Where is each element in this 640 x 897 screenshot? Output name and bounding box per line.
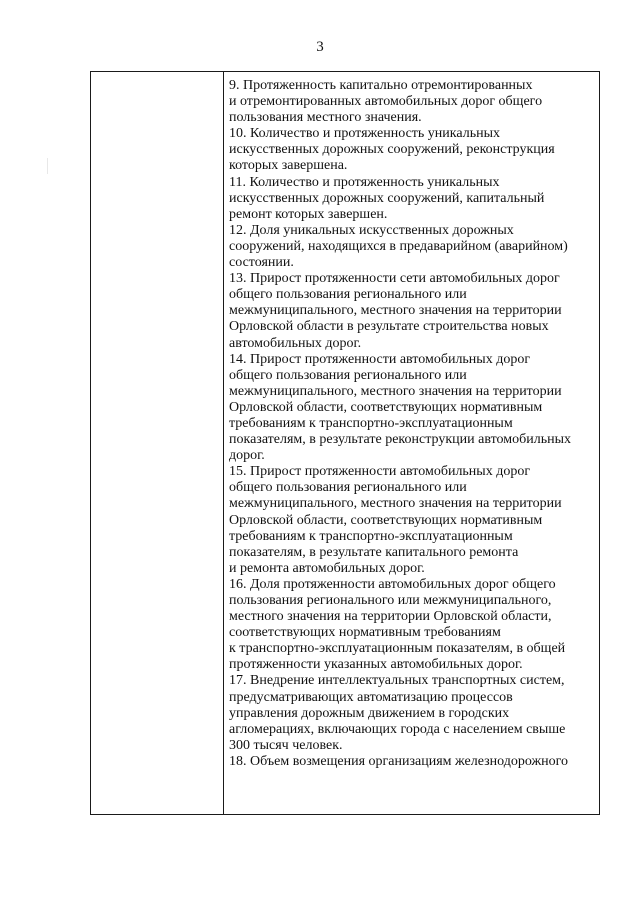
- indicator-text-line: управления дорожным движением в городских: [229, 705, 510, 721]
- indicators-table: [90, 71, 600, 815]
- indicator-text-line: искусственных дорожных сооружений, реконструкция: [229, 142, 555, 158]
- indicator-text-line: 13. Прирост протяженности сети автомобильных дорог: [229, 271, 560, 287]
- indicator-text-line: протяженности указанных автомобильных дорог.: [229, 657, 523, 673]
- indicator-text-line: агломерациях, включающих города с населением свыше: [229, 721, 566, 737]
- indicator-text-line: 15. Прирост протяженности автомобильных дорог: [229, 464, 531, 480]
- indicator-text-line: общего пользования регионального или: [229, 480, 467, 496]
- indicator-text-line: 11. Количество и протяженность уникальных: [229, 174, 500, 190]
- indicator-item: [229, 175, 601, 223]
- indicator-text-line: общего пользования регионального или: [229, 287, 467, 303]
- indicator-text-line: Орловской области в результате строительства новых: [229, 319, 549, 335]
- indicator-text-line: межмуниципального, местного значения на территории: [229, 303, 562, 319]
- indicator-item: [229, 754, 601, 770]
- indicator-text-line: и ремонта автомобильных дорог.: [229, 560, 425, 576]
- indicator-text-line: 18. Объем возмещения организациям железнодорожного: [229, 753, 569, 769]
- indicator-text-line: Орловской области, соответствующих нормативным: [229, 512, 543, 528]
- indicator-text-line: межмуниципального, местного значения на территории: [229, 383, 562, 399]
- margin-mark: [47, 158, 48, 174]
- page-number: 3: [316, 39, 324, 55]
- indicator-text-line: искусственных дорожных сооружений, капитальный: [229, 190, 545, 206]
- table-right-cell: [229, 78, 601, 770]
- indicator-text-line: предусматривающих автоматизацию процессов: [229, 689, 513, 705]
- column-divider: [223, 72, 224, 814]
- indicator-text-line: требованиям к транспортно-эксплуатационным: [229, 528, 513, 544]
- indicator-text-line: 12. Доля уникальных искусственных дорожных: [229, 222, 514, 238]
- indicator-text-line: местного значения на территории Орловской области,: [229, 609, 552, 625]
- indicator-item: [229, 464, 601, 577]
- indicator-text-line: которых завершена.: [229, 158, 348, 174]
- indicator-text-line: 10. Количество и протяженность уникальных: [229, 126, 500, 142]
- indicator-text-line: показателям, в результате реконструкции автомобильных: [229, 432, 572, 448]
- indicator-text-line: 17. Внедрение интеллектуальных транспортных систем,: [229, 673, 565, 689]
- indicator-item: [229, 223, 601, 271]
- indicator-item: [229, 673, 601, 753]
- indicator-text-line: общего пользования регионального или: [229, 367, 467, 383]
- indicator-text-line: показателям, в результате капитального ремонта: [229, 544, 519, 560]
- indicator-item: [229, 577, 601, 674]
- indicator-text-line: автомобильных дорог.: [229, 335, 362, 351]
- indicator-item: [229, 352, 601, 465]
- indicator-text-line: 300 тысяч человек.: [229, 737, 343, 753]
- indicator-text-line: пользования местного значения.: [229, 110, 422, 126]
- indicator-text-line: дорог.: [229, 448, 265, 464]
- indicator-text-line: 16. Доля протяженности автомобильных дорог общего: [229, 576, 556, 592]
- table-left-cell: [91, 72, 223, 814]
- indicator-item: [229, 78, 601, 126]
- indicator-text-line: межмуниципального, местного значения на территории: [229, 496, 562, 512]
- indicator-text-line: сооружений, находящихся в предаварийном (аварийном): [229, 238, 568, 254]
- indicator-item: [229, 271, 601, 351]
- indicator-text-line: соответствующих нормативным требованиям: [229, 625, 501, 641]
- indicator-text-line: пользования регионального или межмуниципального,: [229, 593, 552, 608]
- indicator-text-line: ремонт которых завершен.: [229, 206, 388, 222]
- indicator-text-line: и отремонтированных автомобильных дорог общего: [229, 94, 543, 110]
- indicator-text-line: к транспортно-эксплуатационным показателям, в общей: [229, 641, 566, 657]
- indicator-text-line: Орловской области, соответствующих нормативным: [229, 399, 543, 415]
- indicator-text-line: требованиям к транспортно-эксплуатационным: [229, 415, 513, 431]
- indicator-text-line: состоянии.: [229, 255, 294, 271]
- indicator-item: [229, 126, 601, 174]
- indicator-text-line: 14. Прирост протяженности автомобильных дорог: [229, 351, 531, 367]
- indicator-text-line: 9. Протяженность капитально отремонтированных: [229, 78, 533, 93]
